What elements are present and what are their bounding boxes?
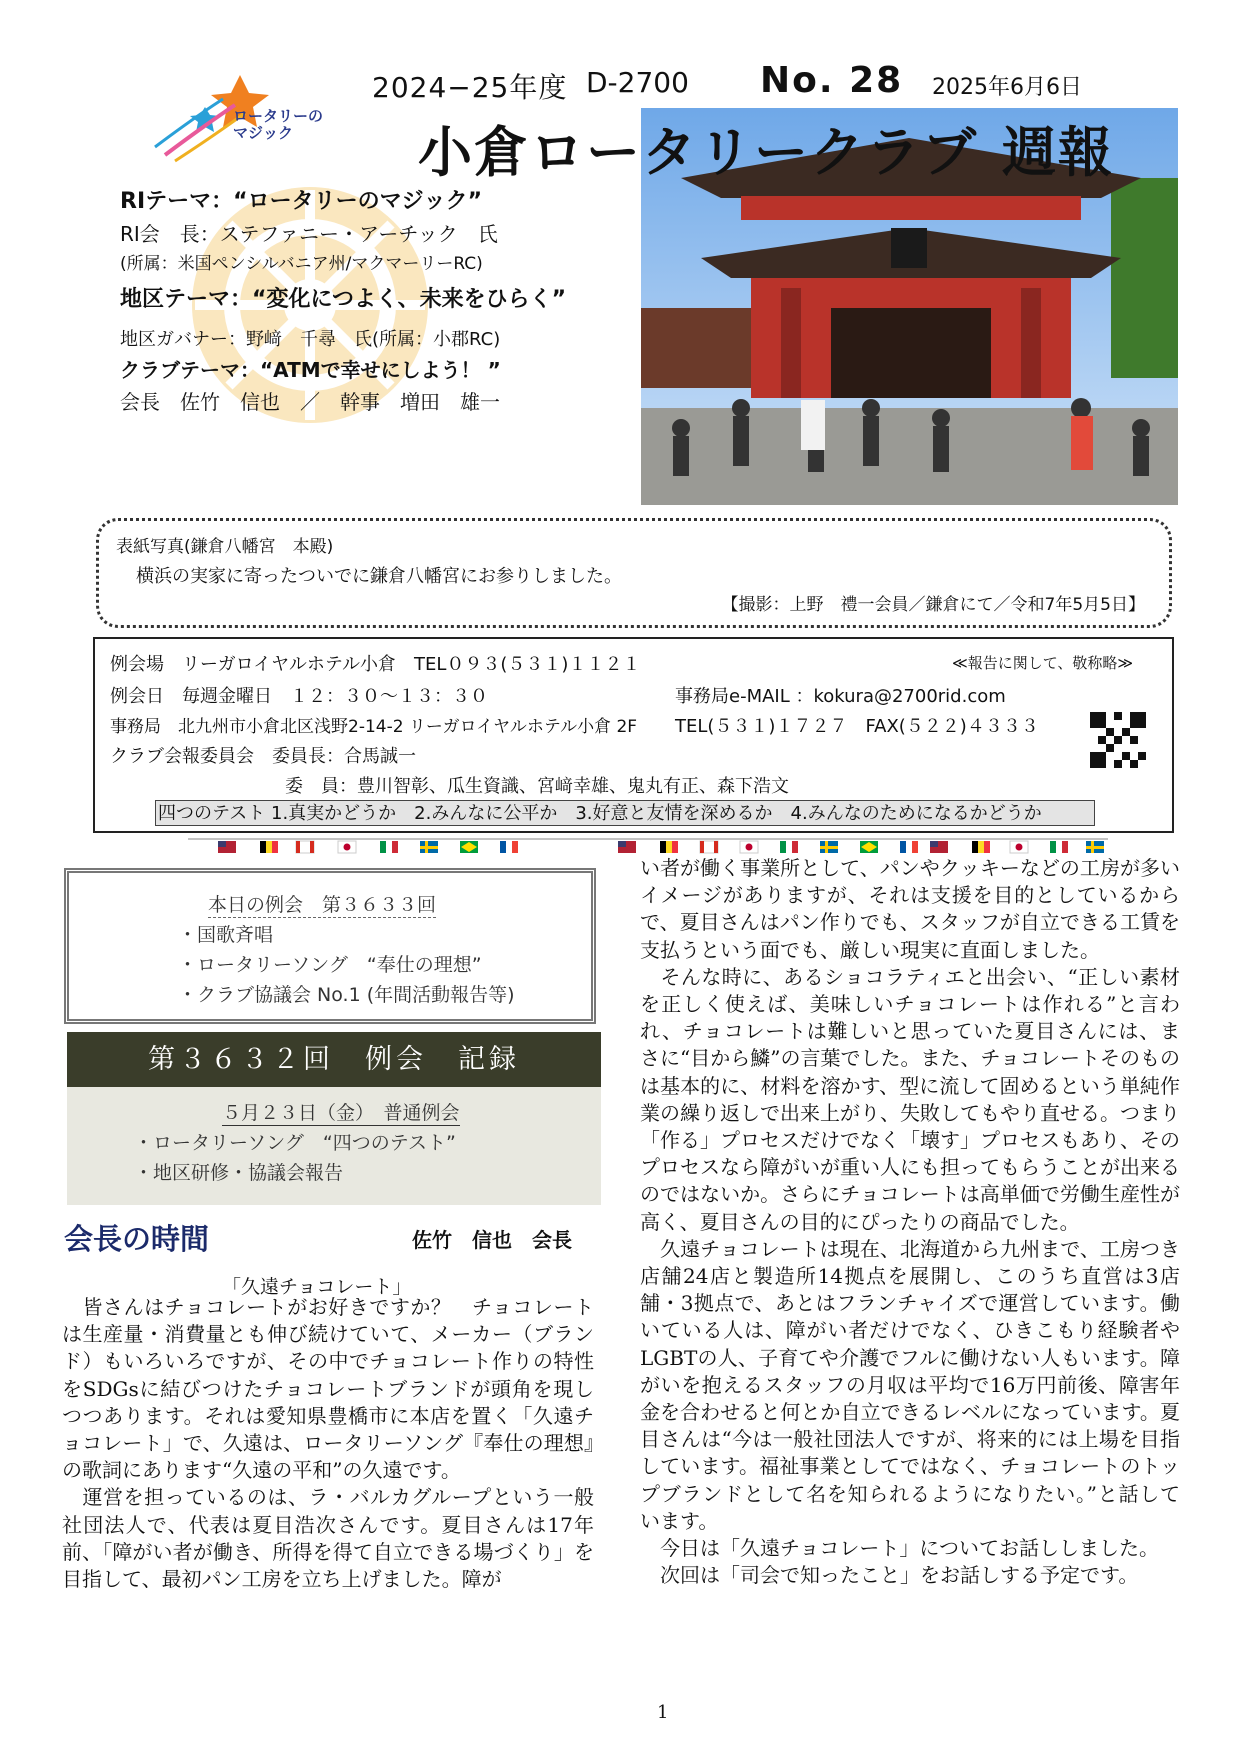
- ri-affiliation: (所属：米国ペンシルバニア州/マクマーリーRC): [120, 254, 483, 274]
- club-name: 小倉ロータリークラブ: [418, 121, 978, 184]
- presidents-time-heading: 会長の時間: [64, 1222, 210, 1256]
- page-number: 1: [657, 1702, 669, 1723]
- caption-credit: 【撮影：上野 禮一会員／鎌倉にて／令和7年5月5日】: [721, 595, 1145, 615]
- article-title: 「久遠チョコレート」: [222, 1276, 412, 1298]
- newsletter-title: [418, 110, 1114, 187]
- office-phone: TEL(５３１)１７２７ FAX(５２２)４３３３: [675, 716, 1039, 737]
- district-governor: 地区ガバナー：野﨑 千尋 氏(所属：小郡RC): [120, 329, 501, 350]
- fiscal-year: 2024−25年度: [372, 71, 568, 104]
- article-paragraph: 今日は「久遠チョコレート」についてお話ししました。: [640, 1536, 1159, 1561]
- bulletin-committee-members: 委 員：豊川智彰、瓜生資識、宮﨑幸雄、鬼丸有正、森下浩文: [285, 776, 789, 797]
- article-paragraph: 久遠チョコレートは現在、北海道から九州まで、工房つき店舗24店と製造所14拠点を展開し、このうち直営は3店舗・3拠点で、あとはフランチャイズで運営しています。働いている人は、障がい者だけでなく、ひきこもり経験者やLGBTの人、子育てや介護でフルに働けない人もいます。障がいを抱えるスタッフの月収は平均で16万円前後、障害年金を合わせると何とか自立できるレベルになっています。夏目さんは“今は一般社団法人ですが、将来的には上場を目指しています。福祉事業としてではなく、チョコレートのトップブランドとして名を知られるようになりたい。”と話しています。: [640, 1236, 1180, 1533]
- meeting-record-item: ・ロータリーソング “四つのテスト”: [134, 1132, 456, 1154]
- meeting-record-date: ５月２３日（金） 普通例会: [222, 1098, 460, 1126]
- logo-text: ロータリーの マジック: [233, 107, 324, 142]
- honorific-note: ≪報告に関して、敬称略≫: [952, 654, 1134, 672]
- meeting-day: 例会日 毎週金曜日 １２：３０〜１３：３０: [110, 686, 488, 707]
- article-paragraph: 次回は「司会で知ったこと」をお話しする予定です。: [640, 1563, 1139, 1588]
- caption-title: 表紙写真(鎌倉八幡宮 本殿): [116, 537, 334, 557]
- todays-meeting-title: 本日の例会 第３６３３回: [208, 890, 436, 918]
- office-address: 事務局 北九州市小倉北区浅野2-14-2 リーガロイヤルホテル小倉 2F: [110, 717, 638, 737]
- article-paragraph: 運営を担っているのは、ラ・バルカグループという一般社団法人で、代表は夏目浩次さんです。夏目さんは17年前、「障がい者が働き、所得を得て自立できる場づくり」を目指して、最初パン工房を立ち上げました。障が: [62, 1485, 594, 1592]
- article-left-column: [62, 1294, 594, 1593]
- district-theme: 地区テーマ：“変化につよく、未来をひらく”: [120, 287, 567, 312]
- article-paragraph: 皆さんはチョコレートがお好きですか？ チョコレートは生産量・消費量とも伸び続けていて、メーカー（ブランド）もいろいろですが、その中でチョコレート作りの特性をSDGsに結びつけたチョコレートブランドが頭角を現しつつあります。それは愛知県豊橋市に本店を置く「久遠チョコレート」で、久遠は、ロータリーソング『奉仕の理想』の歌詞にあります“久遠の平和”の久遠です。: [62, 1295, 594, 1483]
- office-email: 事務局e-MAIL ：kokura@2700rid.com: [675, 686, 1006, 707]
- weekly-label: 週報: [1002, 121, 1114, 184]
- district: D-2700: [586, 66, 689, 99]
- club-theme: クラブテーマ：“ATMで幸せにしよう！ ”: [120, 358, 501, 382]
- meeting-venue: 例会場 リーガロイヤルホテル小倉 TEL０９３(５３１)１１２１: [110, 654, 641, 675]
- club-officers: 会長 佐竹 信也 ／ 幹事 増田 雄一: [120, 390, 500, 414]
- issue-date: 2025年6月6日: [932, 75, 1082, 100]
- issue-number: No. 28: [760, 60, 904, 101]
- todays-meeting-item: ・ロータリーソング “奉仕の理想”: [178, 954, 482, 976]
- caption-text: 横浜の実家に寄ったついでに鎌倉八幡宮にお参りしました。: [136, 566, 622, 587]
- ri-theme: RIテーマ：“ロータリーのマジック”: [120, 189, 483, 214]
- todays-meeting-item: ・国歌斉唱: [178, 924, 274, 946]
- bulletin-committee-chair: クラブ会報委員会 委員長：合馬誠一: [110, 746, 416, 767]
- todays-meeting-item: ・クラブ協議会 No.1 (年間活動報告等): [178, 984, 515, 1006]
- article-paragraph: そんな時に、あるショコラティエと出会い、“正しい素材を正しく使えば、美味しいチョコレートは作れる”と言われ、チョコレートは難しいと思っていた夏目さんには、まさに“目から鱗”の言葉でした。また、チョコレートそのものは基本的に、材料を溶かす、型に流して固めるという単純作業の繰り返しで出来上がり、失敗してもやり直せる。つまり「作る」プロセスだけでなく「壊す」プロセスもあり、そのプロセスなら障がいが重い人にも担ってもらうことが出来るのではないか。さらにチョコレートは高単価で労働生産性が高く、夏目さんの目的にぴったりの商品でした。: [640, 964, 1180, 1234]
- qr-code-icon[interactable]: [1090, 712, 1146, 768]
- presidents-name: 佐竹 信也 会長: [412, 1228, 572, 1252]
- article-right-column: [640, 855, 1180, 1589]
- meeting-record-item: ・地区研修・協議会報告: [134, 1162, 344, 1184]
- ri-president: RI会 長：ステファニー・アーチック 氏: [120, 222, 498, 246]
- flag-bunting: [188, 838, 1108, 856]
- meeting-record-heading: 第３６３２回 例会 記録: [67, 1032, 601, 1087]
- article-paragraph: い者が働く事業所として、パンやクッキーなどの工房が多いイメージがありますが、それは支援を目的としているからで、夏目さんはパン作りでも、スタッフが自立できる工賃を支払うという面でも、厳しい現実に直面しました。: [640, 856, 1180, 962]
- four-way-test: 四つのテスト 1.真実かどうか 2.みんなに公平か 3.好意と友情を深めるか 4.みんなのためになるかどうか: [155, 800, 1095, 826]
